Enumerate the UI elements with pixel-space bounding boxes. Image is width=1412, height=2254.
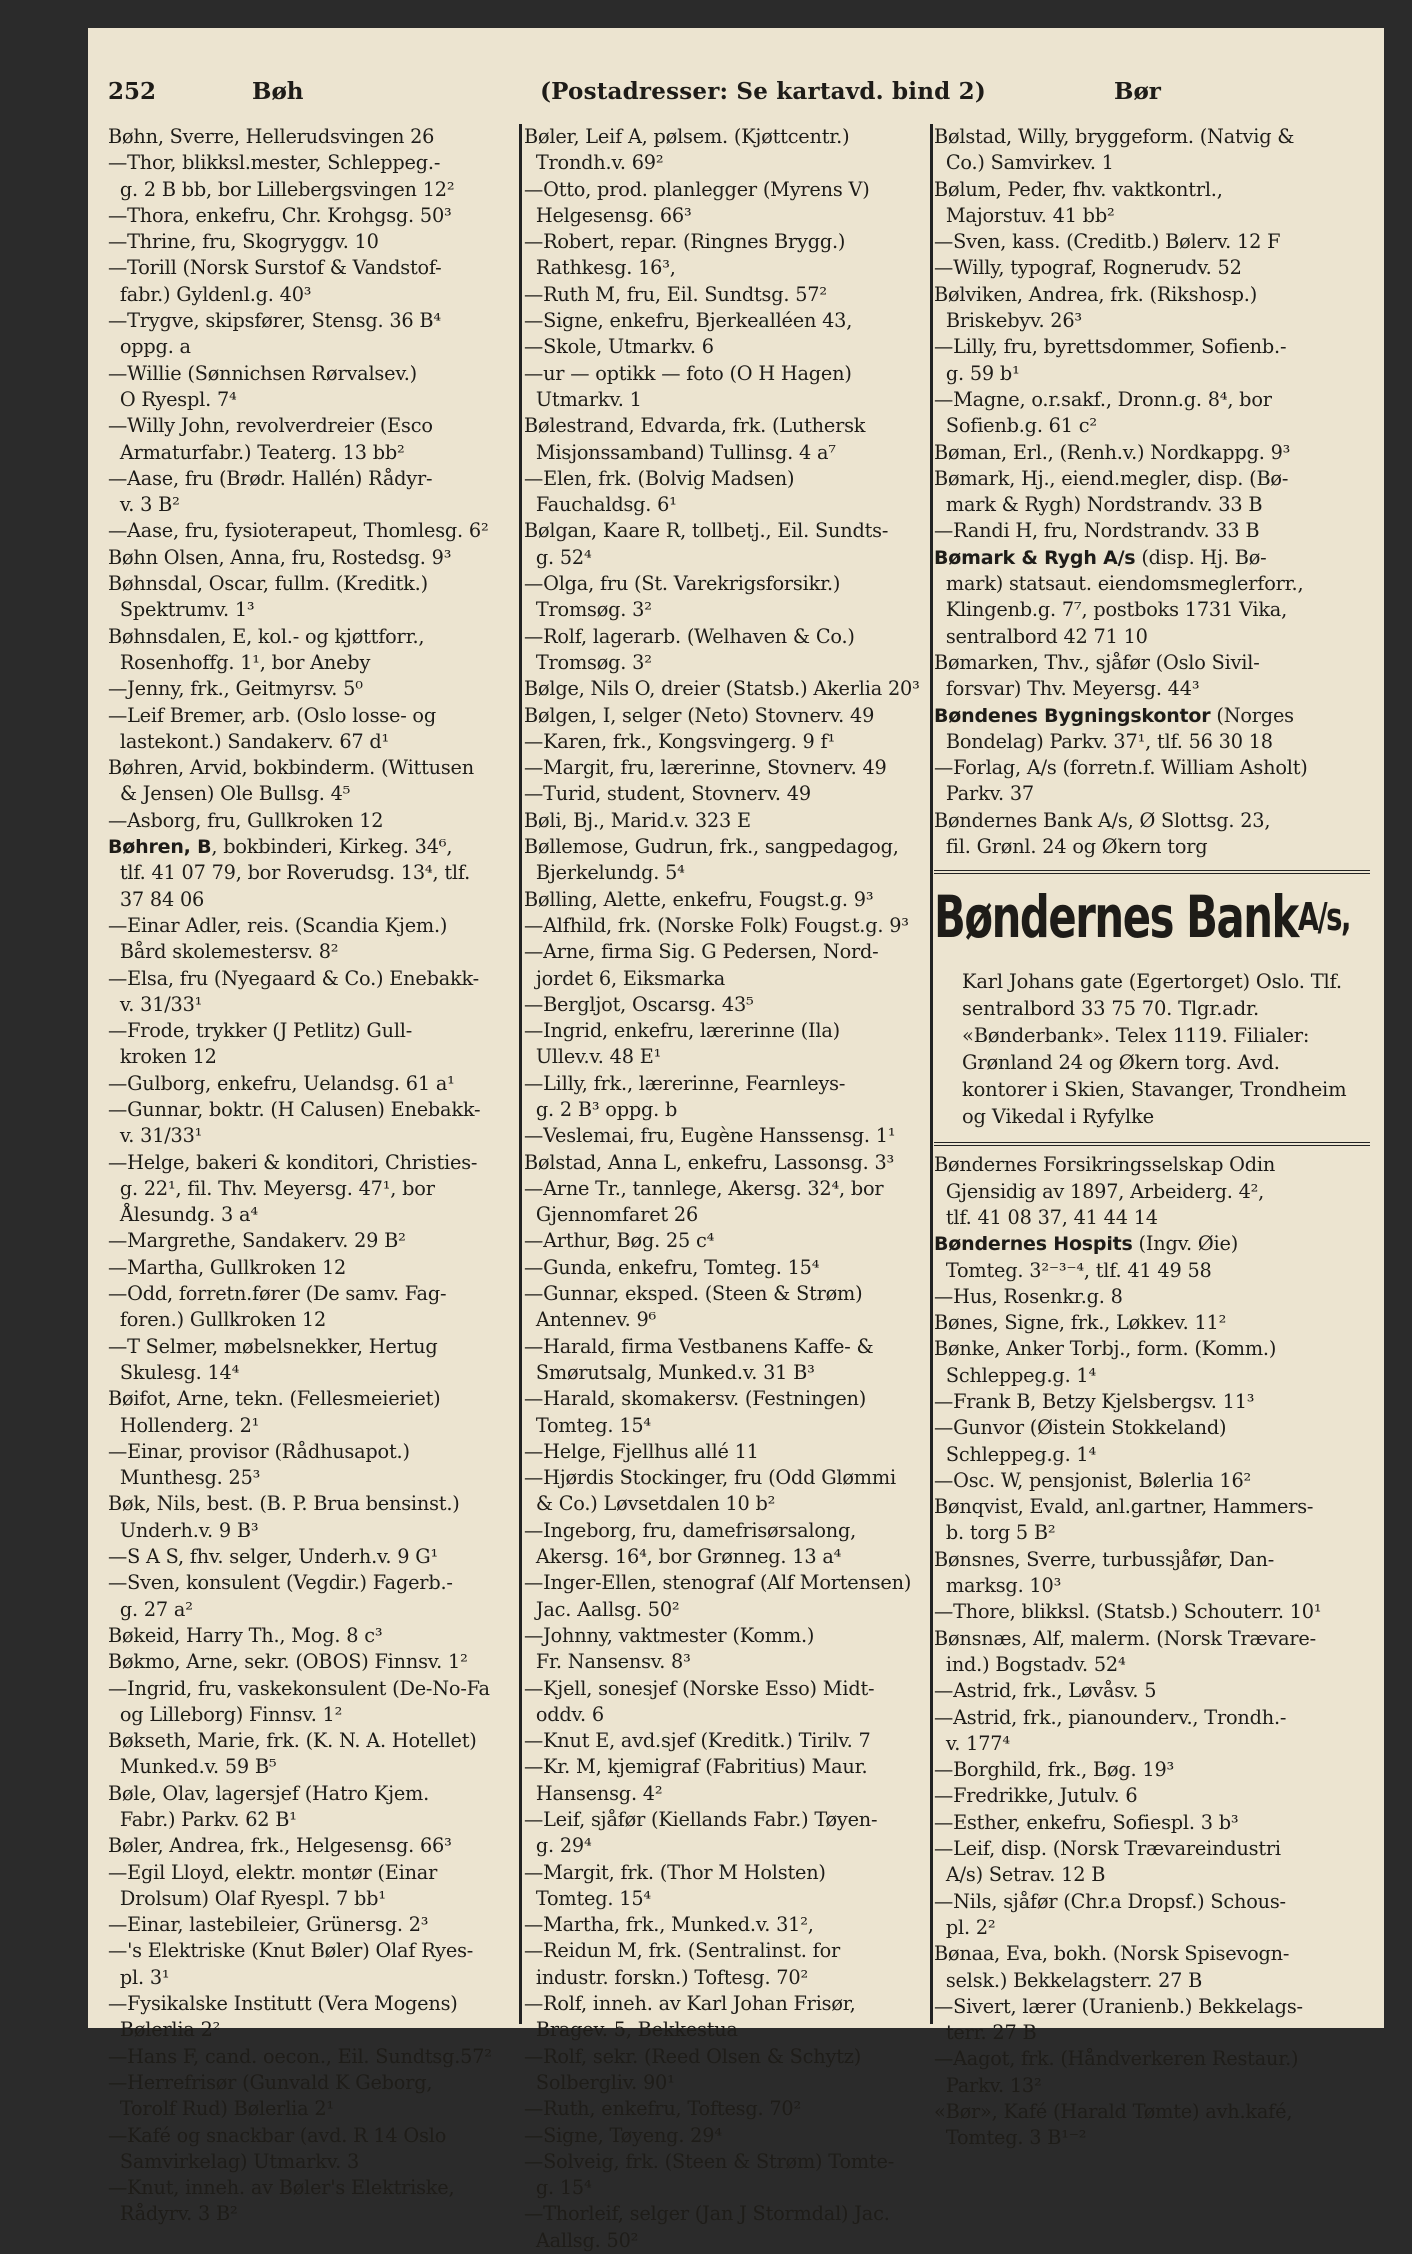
- directory-entry: —Ruth M, fru, Eil. Sundtsg. 57²: [524, 282, 827, 306]
- directory-entry: —Thore, blikksl. (Statsb.) Schouterr. 10¹: [934, 1600, 1322, 1624]
- directory-entry: —Helge, bakeri & konditori, Christies- g. 22¹, fil. Thv. Meyersg. 47¹, bor Ålesundg. 3 a⁴: [108, 1150, 478, 1227]
- directory-entry: —Inger-Ellen, stenograf (Alf Mortensen) Jac. Aallsg. 50²: [524, 1571, 912, 1621]
- directory-entry: —Rolf, lagerarb. (Welhaven & Co.) Tromsøg. 3²: [524, 624, 855, 674]
- directory-entry: Bønsnæs, Alf, malerm. (Norsk Trævare- ind.) Bogstadv. 52⁴: [934, 1626, 1316, 1676]
- directory-entry: —Egil Lloyd, elektr. montør (Einar Drolsum) Olaf Ryespl. 7 bb¹: [108, 1860, 438, 1910]
- column-1: [108, 124, 528, 2226]
- directory-entry: —Signe, Tøyeng. 29⁴: [524, 2123, 722, 2147]
- directory-entry: —Trygve, skipsfører, Stensg. 36 B⁴ oppg. a: [108, 309, 441, 359]
- directory-entry: —Knut, inneh. av Bøler's Elektriske, Rådyrv. 3 B²: [108, 2176, 455, 2226]
- directory-entry: —Signe, enkefru, Bjerkealléen 43,: [524, 309, 853, 333]
- directory-entry: —Herrefrisør (Gunvald K Geborg, Torolf Rud) Bølerlia 2¹: [108, 2070, 433, 2121]
- directory-entry: —Turid, student, Stovnerv. 49: [524, 782, 811, 806]
- directory-entry: —Margrethe, Sandakerv. 29 B²: [108, 1229, 406, 1253]
- directory-entry: —Thrine, fru, Skogryggv. 10: [108, 230, 379, 254]
- directory-entry: —Lilly, fru, byrettsdommer, Sofienb.- g. 59 b¹: [934, 335, 1287, 385]
- directory-entry: Bølstad, Anna L, enkefru, Lassonsg. 3³: [524, 1150, 895, 1174]
- directory-entry: Bøkmo, Arne, sekr. (OBOS) Finnsv. 1²: [108, 1650, 468, 1674]
- directory-entry: —Leif, disp. (Norsk Trævareindustri A/s) Setrav. 12 B: [934, 1837, 1281, 1887]
- directory-entry: —Alfhild, frk. (Norske Folk) Fougst.g. 9³: [524, 913, 909, 937]
- directory-entry: —Sven, kass. (Creditb.) Bølerv. 12 F: [934, 230, 1281, 254]
- directory-entry: Bølviken, Andrea, frk. (Rikshosp.) Briskebyv. 26³: [934, 282, 1258, 333]
- directory-entry: —Thora, enkefru, Chr. Krohgsg. 50³: [108, 203, 452, 227]
- directory-entry: —Osc. W, pensjonist, Bølerlia 16²: [934, 1468, 1252, 1492]
- directory-entry: Bønsnes, Sverre, turbussjåfør, Dan- marksg. 10³: [934, 1547, 1275, 1598]
- directory-entry: Bøndernes Forsikringsselskap Odin Gjensidig av 1897, Arbeiderg. 4², tlf. 41 08 37, 41 44 14: [934, 1153, 1276, 1229]
- directory-entry: Bøhn Olsen, Anna, fru, Rostedsg. 9³: [108, 545, 452, 569]
- directory-entry: Bøler, Andrea, frk., Helgesensg. 66³: [108, 1834, 452, 1858]
- header-note: (Postadresser: Se kartavd. bind 2): [540, 78, 986, 105]
- directory-entry: —Einar Adler, reis. (Scandia Kjem.) Bård skolemestersv. 8²: [108, 913, 448, 964]
- directory-entry: Bøler, Leif A, pølsem. (Kjøttcentr.) Trondh.v. 69²: [524, 125, 850, 175]
- directory-entry: —Esther, enkefru, Sofiespl. 3 b³: [934, 1810, 1239, 1834]
- directory-entry: —Martha, frk., Munked.v. 31²,: [524, 1913, 814, 1937]
- directory-entry: Bømark, Hj., eiend.megler, disp. (Bø- mark & Rygh) Nordstrandv. 33 B: [934, 466, 1289, 517]
- directory-entry: Bøk, Nils, best. (B. P. Brua bensinst.) Underh.v. 9 B³: [108, 1492, 460, 1542]
- directory-entry: —Karen, frk., Kongsvingerg. 9 f¹: [524, 729, 835, 753]
- directory-entry: —Fysikalske Institutt (Vera Mogens) Bølerlia 2²: [108, 1992, 458, 2042]
- directory-entry: —Margit, fru, lærerinne, Stovnerv. 49: [524, 756, 887, 780]
- directory-entry: —Kjell, sonesjef (Norske Esso) Midt- oddv. 6: [524, 1676, 875, 1726]
- directory-entry: —Gulborg, enkefru, Uelandsg. 61 a¹: [108, 1071, 455, 1095]
- directory-entry: —Otto, prod. planlegger (Myrens V) Helgesensg. 66³: [524, 177, 870, 227]
- directory-entry: Bøli, Bj., Marid.v. 323 E: [524, 808, 751, 832]
- directory-entry: —Helge, Fjellhus allé 11: [524, 1439, 759, 1463]
- directory-entry: —Leif, sjåfør (Kiellands Fabr.) Tøyen- g. 29⁴: [524, 1808, 878, 1858]
- bank-advertisement: [934, 870, 1370, 1146]
- directory-entry: Bømark & Rygh A/s (disp. Hj. Bø- mark) statsaut. eiendomsmeglerforr., Klingenb.g. 7⁷, postboks 1731 Vika, sentralbord 42 71 10: [934, 545, 1304, 648]
- directory-entry: —Lilly, frk., lærerinne, Fearnleys- g. 2 B³ oppg. b: [524, 1071, 846, 1121]
- directory-entry: —Arne, firma Sig. G Pedersen, Nord- jordet 6, Eiksmarka: [524, 940, 879, 990]
- directory-entry: —Willy John, revolverdreier (Esco Armaturfabr.) Teaterg. 13 bb²: [108, 414, 433, 464]
- directory-entry: Bøhnsdalen, E, kol.- og kjøttforr., Rosenhoffg. 1¹, bor Aneby: [108, 624, 425, 674]
- directory-entry: Bølum, Peder, fhv. vaktkontrl., Majorstuv. 41 bb²: [934, 177, 1223, 227]
- directory-entry: —Hans F, cand. oecon., Eil. Sundtsg.57²: [108, 2044, 492, 2068]
- column-3-bottom: [934, 1152, 1370, 2151]
- directory-entry: —Astrid, frk., pianounderv., Trondh.- v. 177⁴: [934, 1705, 1287, 1755]
- directory-page: [88, 28, 1384, 2252]
- directory-entry: —Elsa, fru (Nyegaard & Co.) Enebakk- v. 31/33¹: [108, 966, 479, 1016]
- directory-entry: —Forlag, A/s (forretn.f. William Asholt) Parkv. 37: [934, 756, 1308, 806]
- directory-entry: —Asborg, fru, Gullkroken 12: [108, 808, 384, 832]
- directory-entry: Bønqvist, Evald, anl.gartner, Hammers- b. torg 5 B²: [934, 1495, 1314, 1545]
- directory-entry: —Hus, Rosenkr.g. 8: [934, 1284, 1123, 1308]
- directory-entry: —T Selmer, møbelsnekker, Hertug Skulesg. 14⁴: [108, 1334, 438, 1384]
- directory-entry: —Randi H, fru, Nordstrandv. 33 B: [934, 519, 1260, 543]
- directory-entry: —Kafé og snackbar (avd. R 14 Oslo Samvirkelag) Utmarkv. 3: [108, 2123, 447, 2173]
- directory-entry: —Sivert, lærer (Uranienb.) Bekkelags- terr. 27 B: [934, 1994, 1303, 2045]
- directory-entry: —ur — optikk — foto (O H Hagen) Utmarkv. 1: [524, 361, 852, 411]
- page-number: 252: [108, 78, 157, 105]
- directory-entry: Bøhren, B, bokbinderi, Kirkeg. 34⁶, tlf. 41 07 79, bor Roverudsg. 13⁴, tlf. 37 84 06: [108, 835, 471, 911]
- directory-entry: —Gunda, enkefru, Tomteg. 15⁴: [524, 1255, 820, 1279]
- directory-entry: Bølstad, Willy, bryggeform. (Natvig & Co.) Samvirkev. 1: [934, 125, 1295, 175]
- directory-entry: Bølgan, Kaare R, tollbetj., Eil. Sundts- g. 52⁴: [524, 519, 889, 569]
- directory-entry: Bølgen, I, selger (Neto) Stovnerv. 49: [524, 703, 875, 727]
- directory-entry: Bøhn, Sverre, Hellerudsvingen 26: [108, 125, 435, 148]
- directory-entry: —Robert, repar. (Ringnes Brygg.) Rathkesg. 16³,: [524, 230, 846, 280]
- directory-entry: —Nils, sjåfør (Chr.a Dropsf.) Schous- pl. 2²: [934, 1889, 1286, 1939]
- column-3: [934, 124, 1370, 2150]
- directory-entry: —S A S, fhv. selger, Underh.v. 9 G¹: [108, 1545, 439, 1569]
- directory-entry: —Ingrid, fru, vaskekonsulent (De-No-Fa og Lilleborg) Finnsv. 1²: [108, 1676, 490, 1726]
- directory-entry: —Margit, frk. (Thor M Holsten) Tomteg. 15⁴: [524, 1860, 826, 1910]
- directory-entry: —Ingeborg, fru, damefrisørsalong, Akersg. 16⁴, bor Grønneg. 13 a⁴: [524, 1518, 857, 1569]
- directory-entry: Bølestrand, Edvarda, frk. (Luthersk Misjonssamband) Tullinsg. 4 a⁷: [524, 414, 866, 464]
- directory-entry: Bøman, Erl., (Renh.v.) Nordkappg. 9³: [934, 440, 1291, 464]
- directory-entry: Bøhren, Arvid, bokbinderm. (Wittusen & Jensen) Ole Bullsg. 4⁵: [108, 756, 474, 806]
- directory-entry: —Rolf, sekr. (Reed Olsen & Schytz) Solbergliv. 90¹: [524, 2044, 862, 2094]
- directory-entry: —Johnny, vaktmester (Komm.) Fr. Nansensv. 8³: [524, 1623, 815, 1674]
- directory-entry: —Knut E, avd.sjef (Kreditk.) Tirilv. 7: [524, 1729, 871, 1753]
- directory-entry: —Reidun M, frk. (Sentralinst. for industr. forskn.) Toftesg. 70²: [524, 1939, 841, 1989]
- directory-entry: —Leif Bremer, arb. (Oslo losse- og lastekont.) Sandakerv. 67 d¹: [108, 703, 436, 753]
- directory-entry: —Jenny, frk., Geitmyrsv. 5⁰: [108, 677, 363, 701]
- directory-entry: Bøifot, Arne, tekn. (Fellesmeieriet) Hollenderg. 2¹: [108, 1387, 441, 1437]
- directory-entry: Bømarken, Thv., sjåfør (Oslo Sivil- forsvar) Thv. Meyersg. 44³: [934, 650, 1260, 701]
- directory-entry: —Aase, fru (Brødr. Hallén) Rådyr- v. 3 B²: [108, 466, 433, 517]
- directory-entry: —Astrid, frk., Løvåsv. 5: [934, 1679, 1157, 1703]
- directory-entry: —Olga, fru (St. Varekrigsforsikr.) Tromsøg. 3²: [524, 572, 841, 622]
- directory-entry: —Fredrikke, Jutulv. 6: [934, 1784, 1138, 1808]
- directory-entry: —Gunnar, boktr. (H Calusen) Enebakk- v. 31/33¹: [108, 1097, 481, 1148]
- directory-entry: —Odd, forretn.fører (De samv. Fag- foren.) Gullkroken 12: [108, 1282, 447, 1332]
- directory-entry: —Gunvor (Øistein Stokkeland) Schleppeg.g. 1⁴: [934, 1416, 1227, 1466]
- directory-entry: —Arne Tr., tannlege, Akersg. 32⁴, bor Gjennomfaret 26: [524, 1176, 884, 1227]
- directory-entry: —Thor, blikksl.mester, Schleppeg.- g. 2 B bb, bor Lillebergsvingen 12²: [108, 151, 455, 201]
- directory-entry: —Frank B, Betzy Kjelsbergsv. 11³: [934, 1389, 1255, 1413]
- directory-entry: Bøhnsdal, Oscar, fullm. (Kreditk.) Spektrumv. 1³: [108, 572, 428, 622]
- directory-entry: Bøkseth, Marie, frk. (K. N. A. Hotellet) Munked.v. 59 B⁵: [108, 1729, 477, 1779]
- directory-entry: —Magne, o.r.sakf., Dronn.g. 8⁴, bor Sofienb.g. 61 c²: [934, 387, 1272, 438]
- directory-entry: —Thorleif, selger (Jan J Stormdal) Jac. Aallsg. 50²: [524, 2202, 890, 2252]
- ad-title: Bøndernes Bank$^{A/s,}$: [934, 883, 1350, 952]
- directory-entry: —Aagot, frk. (Håndverkeren Restaur.) Parkv. 13²: [934, 2047, 1299, 2097]
- directory-entry: Bøle, Olav, lagersjef (Hatro Kjem. Fabr.) Parkv. 62 B¹: [108, 1781, 430, 1831]
- directory-entry: —Harald, firma Vestbanens Kaffe- & Smørutsalg, Munked.v. 31 B³: [524, 1334, 874, 1384]
- page-header: [108, 78, 1364, 122]
- directory-entry: Bøllemose, Gudrun, frk., sangpedagog, Bjerkelundg. 5⁴: [524, 835, 899, 885]
- directory-entry: —Arthur, Bøg. 25 c⁴: [524, 1229, 715, 1253]
- directory-entry: —Einar, lastebileier, Grünersg. 2³: [108, 1913, 429, 1937]
- directory-entry: —Ruth, enkefru, Toftesg. 70²: [524, 2097, 802, 2121]
- directory-entry: —Martha, Gullkroken 12: [108, 1255, 347, 1279]
- directory-entry: —Willie (Sønnichsen Rørvalsev.) O Ryespl. 7⁴: [108, 361, 417, 411]
- directory-entry: Bønke, Anker Torbj., form. (Komm.) Schleppeg.g. 1⁴: [934, 1337, 1277, 1387]
- directory-entry: —Skole, Utmarkv. 6: [524, 335, 714, 359]
- directory-entry: —Torill (Norsk Surstof & Vandstof- fabr.) Gyldenl.g. 40³: [108, 256, 442, 306]
- directory-entry: Bønes, Signe, frk., Løkkev. 11²: [934, 1311, 1227, 1335]
- directory-entry: —Borghild, frk., Bøg. 19³: [934, 1758, 1175, 1782]
- directory-entry: —Willy, typograf, Rognerudv. 52: [934, 256, 1242, 280]
- directory-entry: —Einar, provisor (Rådhusapot.) Munthesg. 25³: [108, 1439, 410, 1490]
- directory-entry: —Frode, trykker (J Petlitz) Gull- kroken 12: [108, 1019, 413, 1069]
- directory-entry: —Bergljot, Oscarsg. 43⁵: [524, 992, 754, 1016]
- directory-entry: —Solveig, frk. (Steen & Strøm) Tomte- g. 15⁴: [524, 2149, 895, 2200]
- directory-entry: Bølling, Alette, enkefru, Fougst.g. 9³: [524, 887, 874, 911]
- directory-entry: Bøkeid, Harry Th., Mog. 8 c³: [108, 1623, 383, 1647]
- left-guide-word: Bøh: [252, 78, 304, 105]
- column-2: [524, 124, 944, 2252]
- directory-entry: —Harald, skomakersv. (Festningen) Tomteg. 15⁴: [524, 1387, 867, 1437]
- ad-text: Karl Johans gate (Egertorget) Oslo. Tlf. sentralbord 33 75 70. Tlgr.adr. «Bønderbank». Telex 1119. Filialer: Grønland 24 og Økern torg. Avd. kontorer i Skien, Stavanger, Trondheim og Vikedal i Ryfylke: [962, 970, 1347, 1129]
- directory-entry: —Veslemai, fru, Eugène Hanssensg. 1¹: [524, 1124, 896, 1148]
- directory-entry: Bøndenes Bygningskontor (Norges Bondelag) Parkv. 37¹, tlf. 56 30 18: [934, 703, 1294, 753]
- directory-entry: Bøndernes Hospits (Ingv. Øie) Tomteg. 3²⁻³⁻⁴, tlf. 41 49 58: [934, 1232, 1239, 1282]
- column-3-top: [934, 124, 1370, 860]
- directory-entry: —Ingrid, enkefru, lærerinne (Ila) Ullev.v. 48 E¹: [524, 1019, 840, 1069]
- directory-entry: —Kr. M, kjemigraf (Fabritius) Maur. Hansensg. 4²: [524, 1755, 868, 1805]
- directory-entry: —Hjørdis Stockinger, fru (Odd Glømmi & Co.) Løvsetdalen 10 b²: [524, 1466, 896, 1516]
- directory-entry: Bønaa, Eva, bokh. (Norsk Spisevogn- selsk.) Bekkelagsterr. 27 B: [934, 1942, 1290, 1992]
- directory-entry: —Elen, frk. (Bolvig Madsen) Fauchaldsg. 6¹: [524, 466, 795, 517]
- directory-entry: —Rolf, inneh. av Karl Johan Frisør, Bragev. 5, Bekkestua: [524, 1992, 856, 2042]
- directory-entry: —Gunnar, eksped. (Steen & Strøm) Antennev. 9⁶: [524, 1282, 863, 1332]
- directory-entry: «Bør», Kafé (Harald Tømte) avh.kafé, Tomteg. 3 B¹⁻²: [934, 2100, 1293, 2150]
- right-guide-word: Bør: [1114, 78, 1161, 105]
- directory-entry: Bøndernes Bank A/s, Ø Slottsg. 23, fil. Grønl. 24 og Økern torg: [934, 808, 1271, 859]
- directory-entry: —Aase, fru, fysioterapeut, Thomlesg. 6²: [108, 519, 489, 543]
- directory-entry: —'s Elektriske (Knut Bøler) Olaf Ryes- pl. 3¹: [108, 1939, 474, 1989]
- directory-entry: Bølge, Nils O, dreier (Statsb.) Akerlia 20³: [524, 677, 920, 701]
- directory-entry: —Sven, konsulent (Vegdir.) Fagerb.- g. 27 a²: [108, 1571, 453, 1621]
